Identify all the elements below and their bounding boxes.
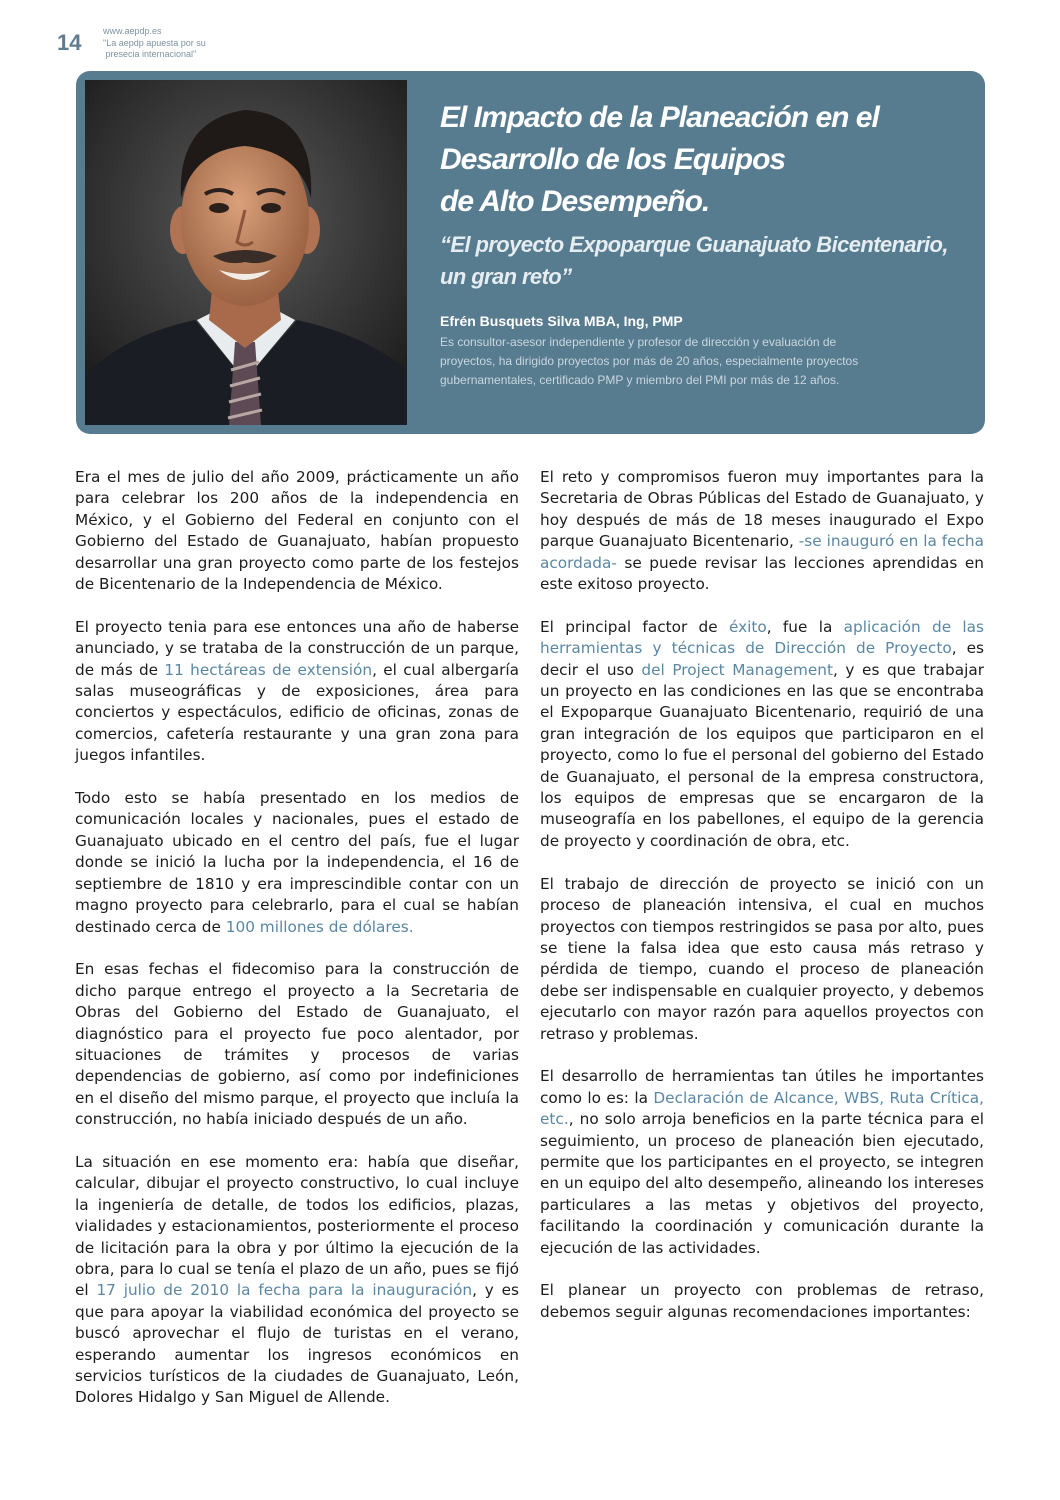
tagline-line: presecia internacional" bbox=[103, 49, 197, 59]
paragraph-text: El proyecto tenia para ese entonces una año de haberse anunciado, y se trataba de la construcción de un parque, de más de bbox=[75, 617, 519, 679]
paragraph-text: El reto y compromisos fueron muy importantes para la Secretaria de Obras Públicas del Estado de Guanajuato, y hoy después de más de 18 meses inaugurado el Expo parque Guanajuato Bicentenario, bbox=[540, 468, 984, 551]
paragraph bbox=[75, 788, 519, 938]
paragraph-text: La situación en ese momento era: había que diseñar, calcular, dibujar el proyecto constructivo, lo cual incluye la ingeniería de detalle, de todos los edificios, plazas, vialidades y estacionamientos, posteriormente el proceso de licitación para la obra y por último la ejecución de la obra, para lo cual se tenía el plazo de un año, pues se fijó el bbox=[75, 1152, 519, 1300]
highlight-text: 11 hectáreas de extensión bbox=[164, 660, 373, 679]
highlight-text: aplicación de las herramientas y técnicas de Dirección de Proyecto bbox=[540, 617, 984, 658]
highlight-text: 17 julio de 2010 la fecha para la inauguración bbox=[96, 1281, 473, 1300]
paragraph-text: , fue la bbox=[766, 617, 844, 636]
article-header-text bbox=[440, 97, 960, 390]
paragraph-text: se puede revisar las lecciones aprendidas en este exitoso proyecto. bbox=[540, 553, 984, 594]
author-portrait bbox=[85, 80, 407, 425]
paragraph-text: , no solo arroja beneficios en la parte técnica para el seguimiento, un proceso de planeación bien ejecutado, permite que los participantes en el proyecto, se integren en un equipo del alto desempeño, alineando los intereses particulares a las metas y objetivos del proyecto, facilitando la coordinación y comunicación durante la ejecución de las actividades. bbox=[540, 1110, 984, 1257]
paragraph-text: El principal factor de bbox=[540, 617, 729, 636]
highlight-text: -se inauguró en la fecha acordada- bbox=[540, 532, 984, 572]
article-title bbox=[440, 97, 960, 223]
paragraph-text: , y es que trabajar un proyecto en las condiciones en las que se encontraba el Expoparque Guanajuato Bicentenario, requirió de una gran integración de los equipos que participaron en el proyecto, como lo fue el personal del gobierno del Estado de Guanajuato, el personal de la empresa constructora, los equipos de empresas que se encargaron de la museografía en los pabellones, el equipo de la gerencia de proyecto y coordinación de obra, etc. bbox=[540, 660, 984, 850]
paragraph-text: , el cual albergaría salas museográficas y de exposiciones, área para conciertos y espectáculos, edificio de oficinas, zonas de comercios, cafetería restaurante y una gran zona para juegos infantiles. bbox=[75, 660, 520, 765]
article-subtitle bbox=[440, 229, 960, 293]
paragraph: El trabajo de dirección de proyecto se inició con un proceso de planeación intensiva, el cual en muchos proyectos con tiempos restringidos se pasa por alto, pues se tiene la falsa idea que esto causa más retraso y pérdida de tiempo, cuando el proceso de planeación debe ser indispensable en cualquier proyecto, y debemos ejecutarlo con mayor razón para aquellos proyectos con retraso y problemas. bbox=[540, 874, 984, 1043]
author-name: Efrén Busquets Silva MBA, Ing, PMP bbox=[440, 313, 683, 329]
paragraph bbox=[540, 467, 984, 595]
author-bio-line: Es consultor-asesor independiente y profesor de dirección y evaluación de bbox=[440, 335, 837, 349]
highlight-text: Declaración de Alcance, WBS, Ruta Crítica, etc. bbox=[540, 1088, 984, 1129]
article-column-left bbox=[75, 467, 519, 1430]
article-subtitle-line: un gran reto” bbox=[440, 264, 572, 289]
website-link[interactable]: www.aepdp.es bbox=[103, 26, 162, 36]
paragraph bbox=[75, 617, 519, 767]
paragraph-text: El desarrollo de herramientas tan útiles he importantes como lo es: la bbox=[540, 1067, 984, 1107]
page-number: 14 bbox=[57, 30, 82, 55]
paragraph-text: Todo esto se había presentado en los medios de comunicación locales y nacionales, pues el estado de Guanajuato ubicado en el centro del país, fue el lugar donde se inició la lucha por la independencia, el 16 de septiembre de 1810 y era imprescindible contar con un magno proyecto para celebrarlo, para el cual se habían destinado cerca de bbox=[75, 789, 519, 936]
highlight-text: del Project Management bbox=[641, 660, 834, 679]
paragraph: El planear un proyecto con problemas de retraso, debemos seguir algunas recomendaciones importantes: bbox=[540, 1281, 984, 1321]
paragraph: En esas fechas el fidecomiso para la construcción de dicho parque entrego el proyecto a la Secretaria de Obras del Gobierno del Estado de Guanajuato, el diagnóstico para el proyecto fue poco alentador, por situaciones de trámites y procesos de varias dependencias de gobierno, así como por indefiniciones en el diseño del mismo parque, el proyecto que incluía la construcción, no había iniciado después de un año. bbox=[75, 960, 519, 1129]
article-title-line: de Alto Desempeño. bbox=[440, 185, 710, 218]
highlight-text: 100 millones de dólares. bbox=[225, 917, 414, 936]
article-title-line: El Impacto de la Planeación en el bbox=[440, 101, 879, 134]
author-bio-line: proyectos, ha dirigido proyectos por más de 20 años, especialmente proyectos bbox=[440, 354, 859, 368]
tagline-line: "La aepdp apuesta por su bbox=[103, 37, 206, 48]
paragraph-text: , es decir el uso bbox=[540, 639, 985, 679]
paragraph: Era el mes de julio del año 2009, prácticamente un año para celebrar los 200 años de la independencia en México, y el Gobierno del Federal en conjunto con el Gobierno del Estado de Guanajuato, habían propuesto desarrollar una gran proyecto como parte de los festejos de Bicentenario de la Independencia de México. bbox=[75, 468, 519, 594]
paragraph-text: , y es que para apoyar la viabilidad económica del proyecto se buscó aprovechar el flujo de turistas en el verano, esperando aumentar los ingresos económicos en servicios turísticos de la ciudades de Guanajuato, León, Dolores Hidalgo y San Miguel de Allende. bbox=[75, 1281, 519, 1407]
paragraph bbox=[540, 617, 984, 852]
article-subtitle-line: “El proyecto Expoparque Guanajuato Bicentenario, bbox=[440, 232, 948, 257]
article-title-line: Desarrollo de los Equipos bbox=[440, 143, 786, 176]
header-meta bbox=[103, 26, 206, 61]
paragraph bbox=[75, 1152, 519, 1409]
author-bio bbox=[440, 333, 900, 390]
highlight-text: éxito bbox=[728, 617, 767, 636]
article-header-banner bbox=[76, 71, 985, 434]
author-portrait-icon bbox=[85, 80, 407, 425]
article-column-right bbox=[540, 467, 984, 1345]
paragraph bbox=[540, 1066, 984, 1259]
author-bio-line: gubernamentales, certificado PMP y miembro del PMI por más de 12 años. bbox=[440, 373, 840, 387]
